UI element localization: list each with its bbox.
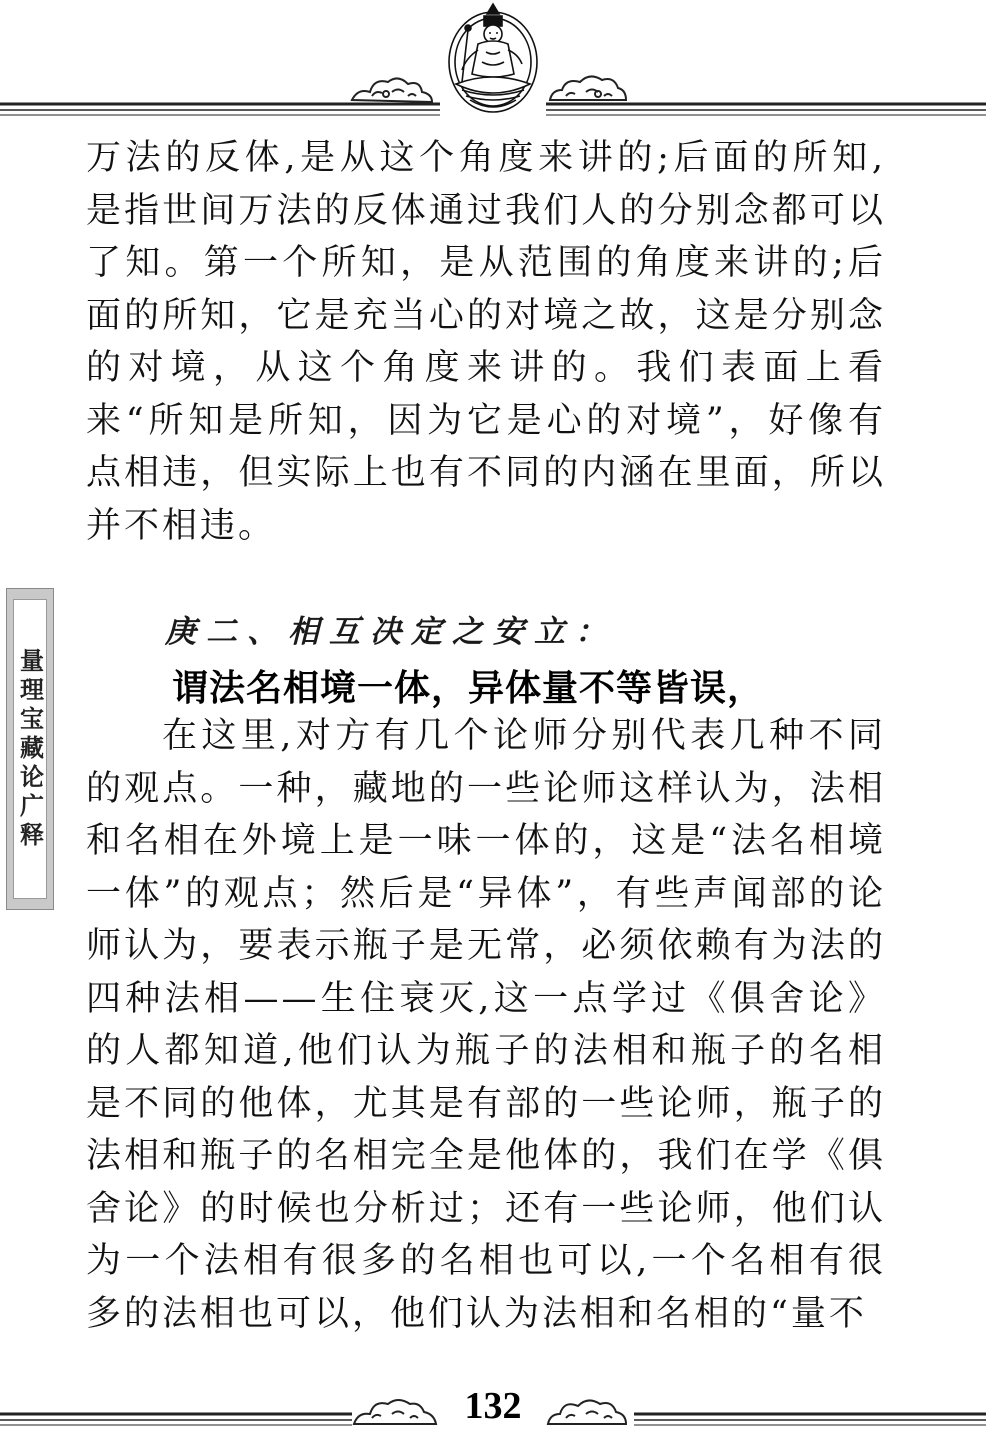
section-heading: 庚二、相互决定之安立： [165, 614, 616, 650]
cloud-ornament-icon [550, 76, 626, 100]
paragraph: 万法的反体,是从这个角度来讲的;后面的所知,是指世间万法的反体通过我们人的分别念都可以了知。第一个所知，是从范围的角度来讲的;后面的所知，它是充当心的对境之故，这是分别念的对境，从这个角度来讲的。我们表面上看来“所知是所知，因为它是心的对境”，好像有点相违，但实际上也有不同的内涵在里面，所以并不相违。 [86, 138, 886, 546]
paragraph: 在这里,对方有几个论师分别代表几种不同的观点。一种，藏地的一些论师这样认为，法相和名相在外境上是一味一体的，这是“法名相境一体”的观点；然后是“异体”，有些声闻部的论师认为，要表示瓶子是无常，必须依赖有为法的四种法相——生住衰灭,这一点学过《俱舍论》的人都知道,他们认为瓶子的法相和瓶子的名相是不同的他体，尤其是有部的一些论师，瓶子的法相和瓶子的名相完全是他体的，我们在学《俱舍论》的时候也分析过；还有一些论师，他们认为一个法相有很多的名相也可以,一个名相有很多的法相也可以，他们认为法相和名相的“量不 [86, 716, 886, 1334]
main-text-top [86, 132, 886, 552]
main-text-bottom [86, 710, 886, 1340]
side-tab [6, 588, 54, 910]
page-number: 132 [464, 1385, 522, 1427]
cloud-ornament-icon [354, 1400, 436, 1424]
root-verse: 谓法名相境一体，异体量不等皆误， [172, 668, 765, 709]
page-header-ornament [0, 0, 986, 125]
deity-figure-icon [449, 4, 537, 112]
book-title-vertical: 量理宝藏论广释 [15, 647, 44, 851]
side-tab-inner [13, 599, 47, 899]
cloud-ornament-icon [352, 78, 432, 102]
cloud-ornament-icon [548, 1400, 626, 1424]
